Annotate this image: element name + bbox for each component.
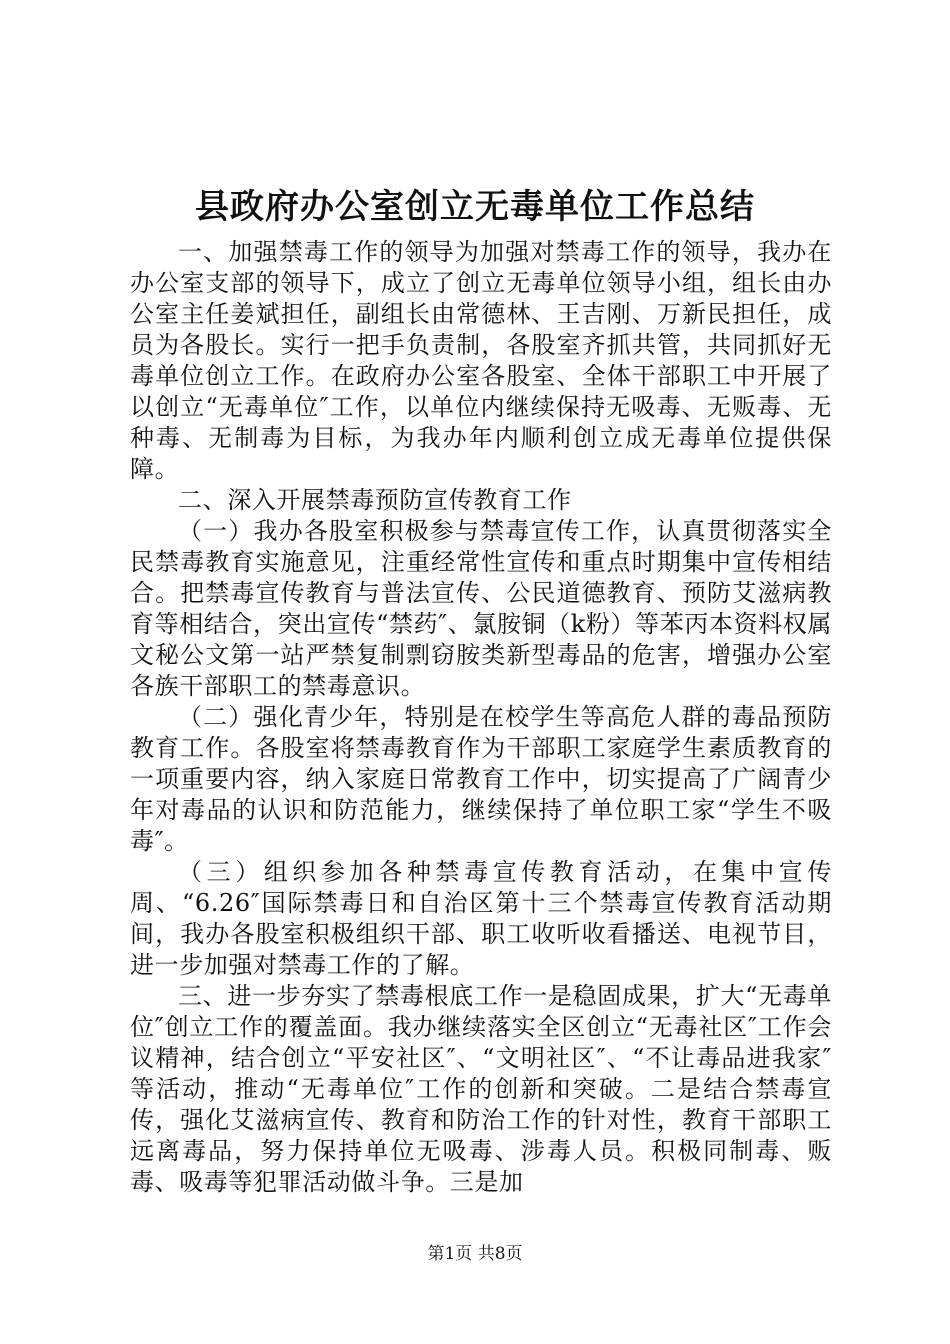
paragraph-5: （三）组织参加各种禁毒宣传教育活动，在集中宣传周、“6.26″国际禁毒日和自治区第十三个禁毒宣传教育活动期间，我办各股室积极组织干部、职工收听收看播送、电视节目，进一步加强对禁毒工作的了解。: [130, 858, 832, 979]
paragraph-1: 一、加强禁毒工作的领导为加强对禁毒工作的领导，我办在办公室支部的领导下，成立了创立无毒单位领导小组，组长由办公室主任姜斌担任，副组长由常德林、王吉刚、万新民担任，成员为各股长。实行一把手负责制，各股室齐抓共管，共同抓好无毒单位创立工作。在政府办公室各股室、全体干部职工中开展了以创立“无毒单位″工作，以单位内继续保持无吸毒、无贩毒、无种毒、无制毒为目标，为我办年内顺利创立成无毒单位提供保障。: [130, 238, 832, 483]
document-body: [130, 237, 832, 1198]
paragraph-2-heading: 二、深入开展禁毒预防宣传教育工作: [178, 486, 572, 514]
document-title: 县政府办公室创立无毒单位工作总结: [195, 187, 755, 227]
paragraph-3: （一）我办各股室积极参与禁毒宣传工作，认真贯彻落实全民禁毒教育实施意见，注重经常性宣传和重点时期集中宣传相结合。把禁毒宣传教育与普法宣传、公民道德教育、预防艾滋病教育等相结合，突出宣传“禁药″、氯胺铜（k粉）等苯丙本资料权属文秘公文第一站严禁复制剽窃胺类新型毒品的危害，增强办公室各族干部职工的禁毒意识。: [130, 517, 832, 700]
paragraph-4: （二）强化青少年，特别是在校学生等高危人群的毒品预防教育工作。各股室将禁毒教育作为干部职工家庭学生素质教育的一项重要内容，纳入家庭日常教育工作中，切实提高了广阔青少年对毒品的认识和防范能力，继续保持了单位职工家“学生不吸毒″。: [130, 703, 832, 855]
paragraph-6: 三、进一步夯实了禁毒根底工作一是稳固成果，扩大“无毒单位″创立工作的覆盖面。我办继续落实全区创立“无毒社区″工作会议精神，结合创立“平安社区″、“文明社区″、“不让毒品进我家″等活动，推动“无毒单位″工作的创新和突破。二是结合禁毒宣传，强化艾滋病宣传、教育和防治工作的针对性，教育干部职工远离毒品，努力保持单位无吸毒、涉毒人员。积极同制毒、贩毒、吸毒等犯罪活动做斗争。三是加: [130, 982, 832, 1196]
page-footer: 第1页 共8页: [427, 1244, 523, 1264]
